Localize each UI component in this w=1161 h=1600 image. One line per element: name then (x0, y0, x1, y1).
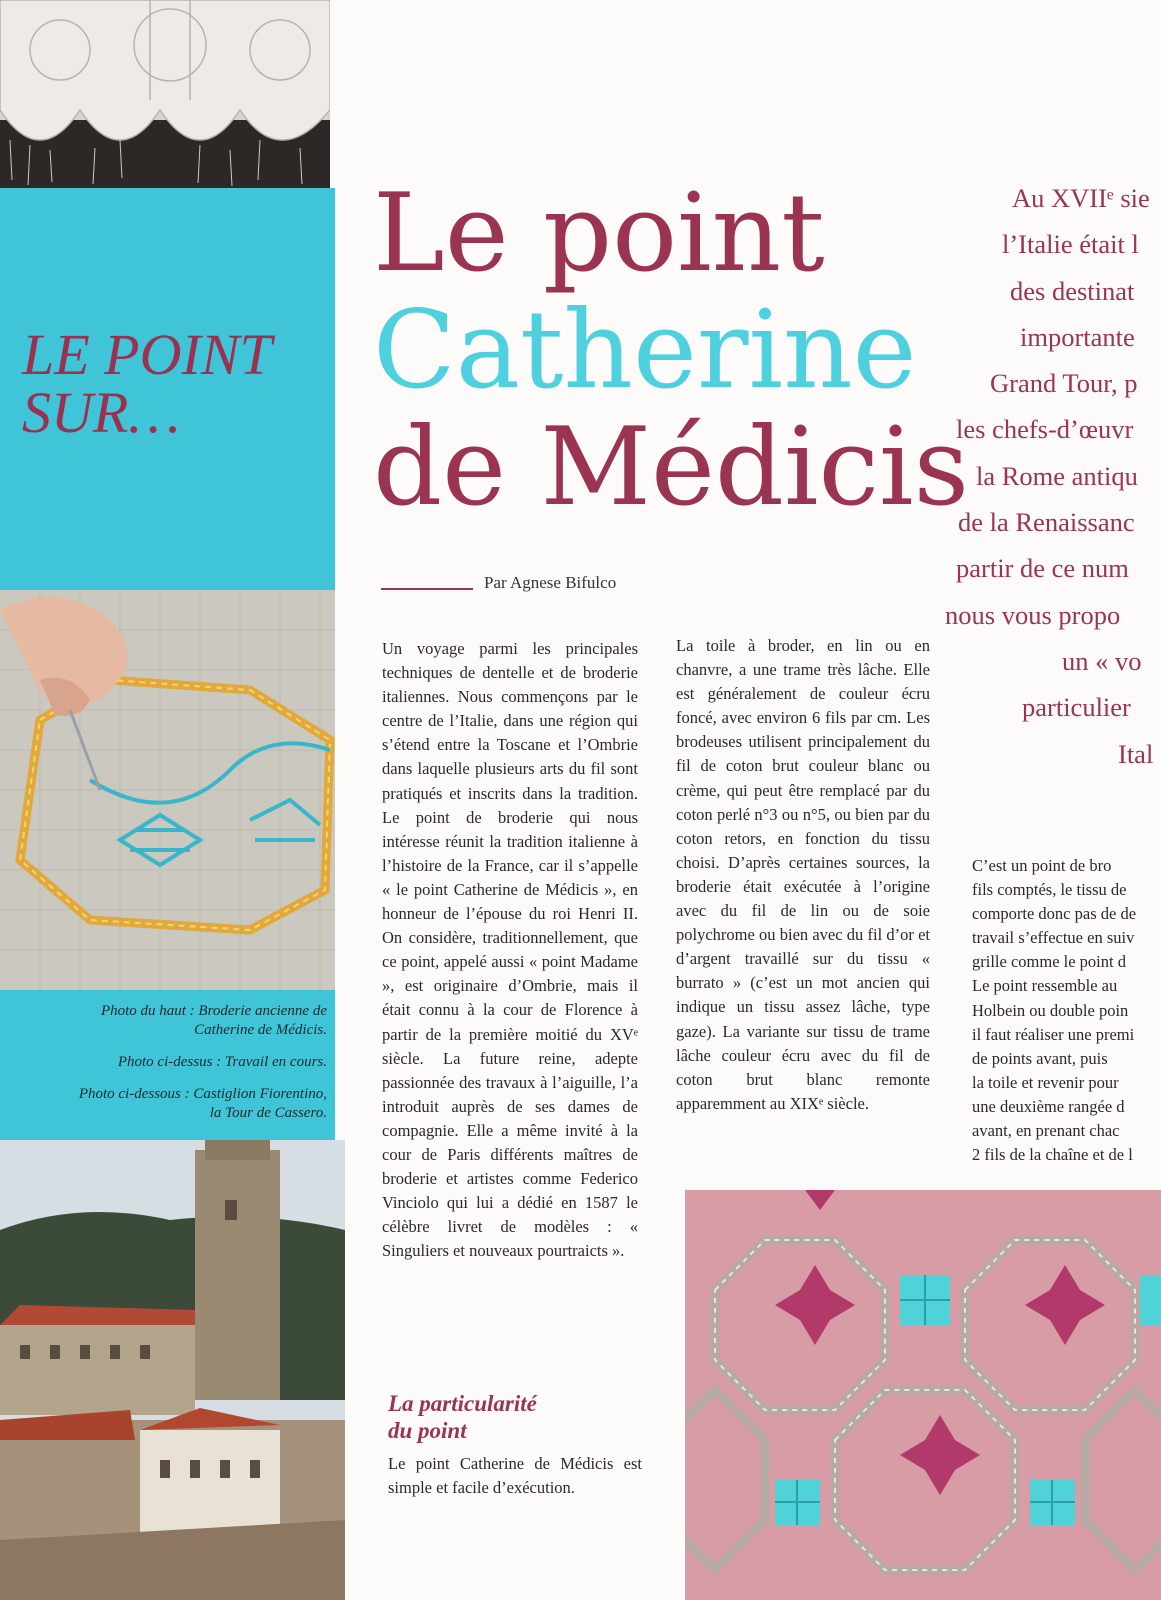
pull-quote-line: nous vous propo (945, 599, 1121, 630)
body-line: une deuxième rangée d (972, 1096, 1125, 1116)
body-line: fils comptés, le tissu de (972, 880, 1127, 900)
body-line: avant, en prenant chac (972, 1121, 1120, 1141)
caption-line: la Tour de Cassero. (209, 1105, 327, 1121)
body-line: grille comme le point d (972, 952, 1126, 972)
town-photo (0, 1140, 345, 1600)
pull-quote-line: un « vo (1062, 645, 1142, 676)
section-subheading (388, 1390, 537, 1444)
pull-quote (940, 175, 1161, 777)
pull-quote-line: des destinat (1010, 275, 1135, 306)
caption-top (101, 1002, 327, 1040)
pull-quote-line: importante (1020, 321, 1135, 352)
body-line: il faut réaliser une premi (972, 1024, 1135, 1044)
pull-quote-line: l’Italie était l (1002, 229, 1139, 260)
body-column-1: Un voyage parmi les principales techniques de dentelle et de broderie italiennes. Nous commençons par le centre de l’Italie, dans une région qui s’étend entre la Toscane et l’Ombrie dans laquelle plusieurs arts du fil sont pratiqués et inscrits dans la tradition. Le point de broderie qui nous intéresse réunit la tradition italienne à l’histoire de la France, car il s’appelle « le point Catherine de Médicis », en honneur de l’épouse du roi Henri II. On considère, traditionnellement, que ce point, appelé aussi « point Madame », est originaire d’Ombrie, mais il était connu à la cour de Florence à partir de la première moitié du XVᵉ siècle. La future reine, adepte passionnée des travaux à l’aiguille, l’a introduit auprès de ses dames de compagnie. Elle a même invité à la cour de Paris différents maîtres de broderie et artistes comme Federico Vinciolo qui lui a dédié en 1587 le célèbre livret de modèles : « Singuliers et nouveaux pourtraicts ». (382, 639, 638, 1261)
byline-rule (381, 588, 473, 590)
body-line: travail s’effectue en suiv (972, 928, 1135, 948)
caption-bottom (79, 1085, 327, 1123)
pull-quote-line: Ital (1118, 738, 1154, 769)
stitch-sample-photo (685, 1190, 1161, 1600)
body-column-1-continued: Le point Catherine de Médicis est simple et facile d’exécution. (388, 1454, 642, 1498)
body-line: Le point ressemble au (972, 976, 1118, 996)
caption-line: Photo du haut : Broderie ancienne de (100, 1003, 327, 1019)
pull-quote-line: la Rome antiqu (976, 460, 1138, 491)
caption-line: Photo ci-dessous : Castiglion Fiorentino, (78, 1086, 327, 1102)
pull-quote-line: de la Renaissanc (958, 507, 1135, 538)
section-kicker (22, 322, 272, 445)
pull-quote-line: Grand Tour, p (990, 368, 1138, 399)
title-line-3: de Médicis (373, 405, 970, 530)
kicker-line-2: SUR… (22, 380, 180, 445)
pull-quote-line: partir de ce num (956, 553, 1129, 584)
article-title (373, 171, 970, 530)
title-line-2: Catherine (373, 288, 917, 413)
subheading-line: du point (388, 1418, 467, 1443)
body-column-3 (972, 854, 1161, 1167)
body-line: la toile et revenir pour (972, 1072, 1119, 1092)
caption-line: Photo ci-dessus : Travail en cours. (117, 1054, 327, 1070)
byline: Par Agnese Bifulco (484, 573, 617, 592)
body-line: C’est un point de bro (972, 856, 1112, 875)
caption-line: Catherine de Médicis. (194, 1022, 327, 1038)
lace-photo (0, 0, 330, 188)
body-line: Holbein ou double poin (972, 1000, 1129, 1020)
caption-panel (0, 990, 335, 1140)
subheading-line: La particularité (388, 1391, 537, 1416)
caption-middle (118, 1053, 327, 1072)
pull-quote-line: Au XVIIᵉ sie (1012, 183, 1150, 213)
work-in-progress-photo (0, 590, 335, 990)
title-line-1: Le point (373, 171, 825, 296)
pull-quote-line: particulier (1022, 692, 1131, 723)
pull-quote-line: les chefs-d’œuvr (956, 414, 1134, 445)
kicker-line-1: LE POINT (22, 322, 272, 387)
body-line: de points avant, puis (972, 1048, 1108, 1068)
body-line: comporte donc pas de de (972, 904, 1137, 924)
body-line: 2 fils de la chaîne et de l (972, 1145, 1133, 1165)
body-column-2: La toile à broder, en lin ou en chanvre, a une trame très lâche. Elle est généralement de couleur écru foncé, avec environ 6 fils par cm. Les brodeuses utilisent principalement du fil de coton brut couleur blanc ou crème, qui peut être remplacé par du coton perlé n°3 ou n°5, ou bien par du coton retors, en fonction du tissu choisi. D’après certaines sources, la broderie était exécutée à l’origine avec du fil de lin ou de soie polychrome ou bien avec du fil d’or et d’argent travaillé sur du tissu « burrato » (c’est un mot ancien qui indique un tissu assez lâche, type gaze). La variante sur tissu de trame lâche couleur écru avec du fil de coton brut blanc remonte apparemment au XIXᵉ siècle. (676, 636, 930, 1113)
